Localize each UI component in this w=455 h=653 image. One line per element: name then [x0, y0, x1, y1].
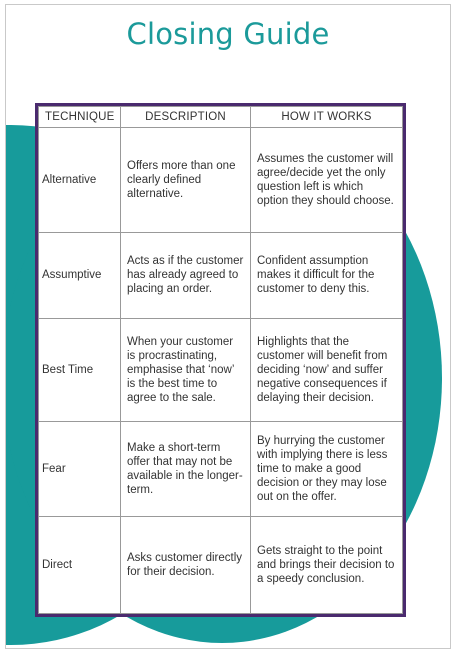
how-it-works-cell: By hurrying the customer with implying there is less time to make a good decision or they may lose out on the offer.: [251, 422, 403, 517]
closing-guide-table: [38, 106, 403, 614]
description-cell: Acts as if the customer has already agreed to placing an order.: [121, 232, 251, 318]
description-cell: Asks customer directly for their decision.: [121, 517, 251, 614]
technique-cell: Best Time: [39, 318, 121, 422]
table-row: [39, 318, 403, 422]
closing-guide-table-frame: [35, 103, 406, 617]
table-row: [39, 232, 403, 318]
technique-cell: Direct: [39, 517, 121, 614]
slide-page: [5, 4, 451, 649]
technique-cell: Assumptive: [39, 232, 121, 318]
header-technique: TECHNIQUE: [39, 107, 121, 128]
how-it-works-cell: Highlights that the customer will benefit from deciding ‘now’ and suffer negative consequences if delaying their decision.: [251, 318, 403, 422]
how-it-works-cell: Assumes the customer will agree/decide yet the only question left is which option they should choose.: [251, 128, 403, 233]
description-cell: Make a short-term offer that may not be available in the longer-term.: [121, 422, 251, 517]
technique-cell: Fear: [39, 422, 121, 517]
table-header-row: [39, 107, 403, 128]
table-row: [39, 517, 403, 614]
table-row: [39, 422, 403, 517]
technique-cell: Alternative: [39, 128, 121, 233]
how-it-works-cell: Confident assumption makes it difficult for the customer to deny this.: [251, 232, 403, 318]
header-how-it-works: HOW IT WORKS: [251, 107, 403, 128]
how-it-works-cell: Gets straight to the point and brings their decision to a speedy conclusion.: [251, 517, 403, 614]
page-title: Closing Guide: [126, 17, 330, 51]
table-row: [39, 128, 403, 233]
header-description: DESCRIPTION: [121, 107, 251, 128]
description-cell: When your customer is procrastinating, emphasise that ‘now’ is the best time to agree to the sale.: [121, 318, 251, 422]
description-cell: Offers more than one clearly defined alternative.: [121, 128, 251, 233]
